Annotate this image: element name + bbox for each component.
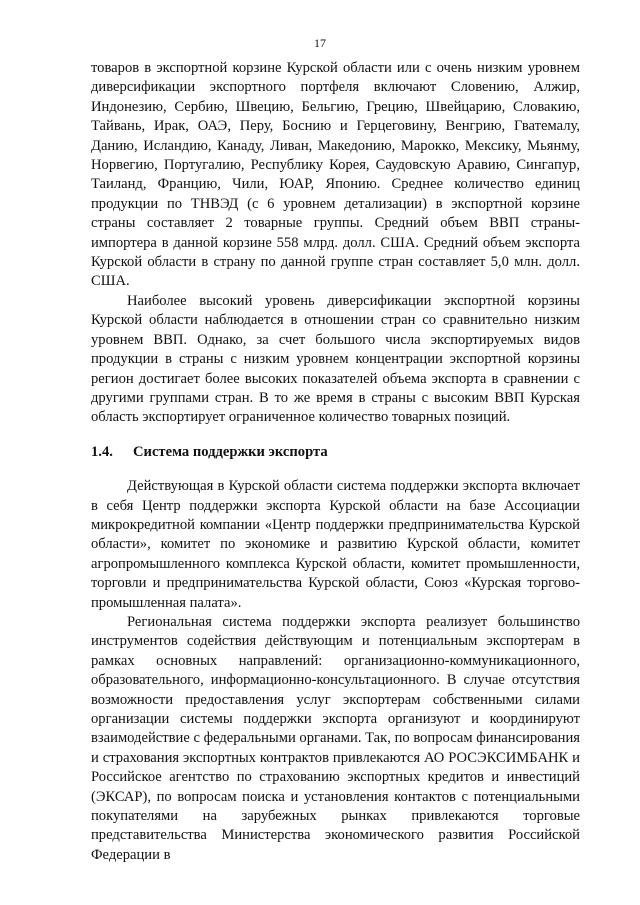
paragraph-support-system: Действующая в Курской области система поддержки экспорта включает в себя Центр поддержки экспорта Курской области на базе Ассоциации микрокредитной компании «Центр поддержки предпринимательства Курской области», комитет по экономике и развитию Курской области, комитет агропромышленного комплекса Курской области, комитет промышленности, торговли и предпринимательства Курской области, Союз «Курская торгово-промышленная палата». (91, 478, 580, 611)
section-title: Система поддержки экспорта (133, 443, 328, 460)
paragraph-regional-support: Региональная система поддержки экспорта реализует большинство инструментов содействия действующим и потенциальным экспортерам в рамках основных направлений: организационно-коммуникационного, образовательного, информационно-консультационного. В случае отсутствия возможности предоставления услуг экспортерам собственными силами организации системы поддержки экспорта организуют и координируют взаимодействие с федеральными органами. Так, по вопросам финансирования и страхования экспортных контрактов привлекаются АО РОСЭКСИМБАНК и Российское агентство по страхованию экспортных кредитов и инвестиций (ЭКСАР), по вопросам поиска и установления контактов с потенциальными покупателями на зарубежных рынках привлекаются торговые представительства Министерства экономического развития Российской Федерации в (91, 613, 580, 863)
section-number: 1.4. (91, 443, 113, 460)
section-heading (91, 443, 580, 462)
paragraph-countries-list: товаров в экспортной корзине Курской области или с очень низким уровнем диверсификации экспортного портфеля включают Словению, Алжир, Индонезию, Сербию, Швецию, Бельгию, Грецию, Швейцарию, Словакию, Тайвань, Ирак, ОАЭ, Перу, Боснию и Герцеговину, Венгрию, Гватемалу, Данию, Исландию, Канаду, Ливан, Македонию, Марокко, Мексику, Мьянму, Норвегию, Португалию, Республику Корея, Саудовскую Аравию, Сингапур, Таиланд, Францию, Чили, ЮАР, Японию. Среднее количество единиц продукции по ТНВЭД (с 6 уровнем детализации) в экспортной корзине страны составляет 2 товарные группы. Средний объем ВВП страны-импортера в данной корзине 558 млрд. долл. США. Средний объем экспорта Курской области в страну по данной группе стран составляет 5,0 млн. долл. США. (91, 60, 580, 290)
paragraph-diversification: Наиболее высокий уровень диверсификации экспортной корзины Курской области наблюдается в отношении стран со сравнительно низким уровнем ВВП. Однако, за счет большого числа экспортируемых видов продукции в страны с низким уровнем концентрации экспортной корзины регион достигает более высоких показателей объема экспорта в сравнении с другими группами стран. В то же время в страны с высоким ВВП Курская область экспортирует ограниченное количество товарных позиций. (91, 292, 580, 426)
document-body (91, 59, 580, 865)
page-number: 17 (314, 36, 326, 50)
